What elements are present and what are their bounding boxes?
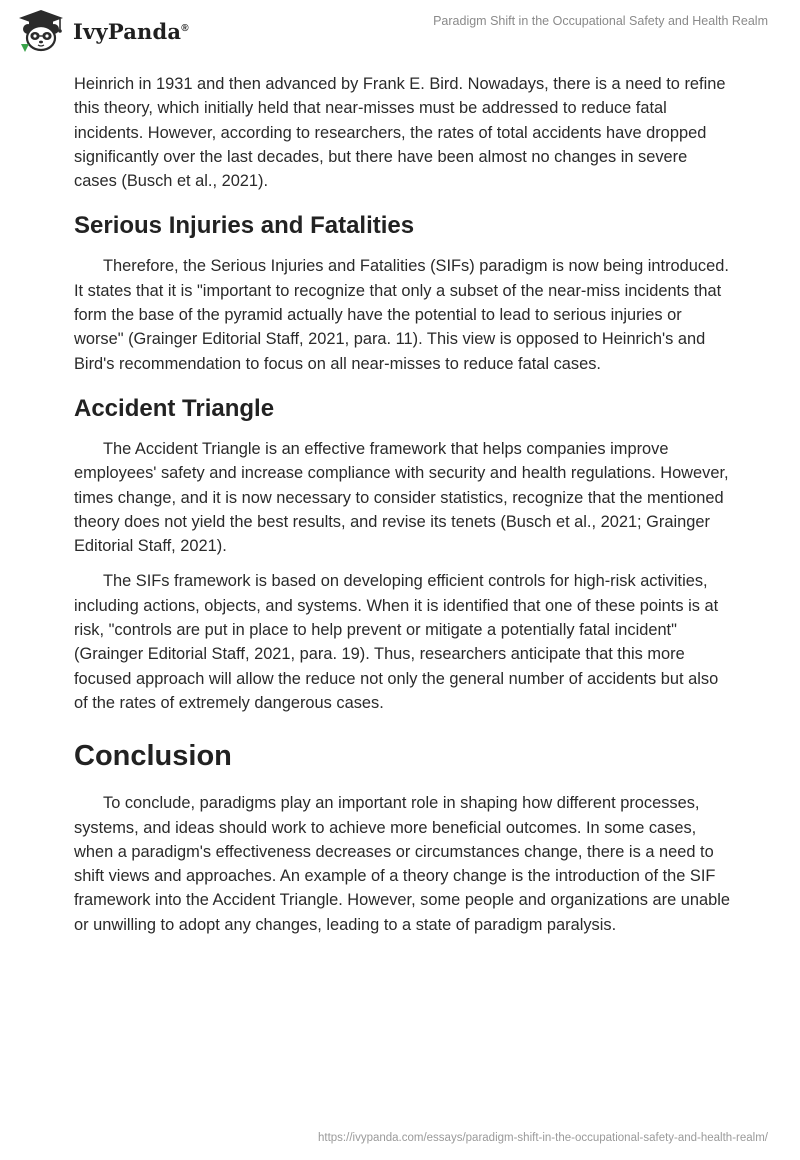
heading-serious-injuries: Serious Injuries and Fatalities [74,212,415,240]
sif-paragraph-1: Therefore, the Serious Injuries and Fatalities (SIFs) paradigm is now being introduced. It states that it is "important to recognize that only a subset of the near-miss incidents that form the base of the pyramid actually have the potential to lead to serious injuries or worse" (Grainger Editorial Staff, 2021, para. 11). This view is opposed to Heinrich's and Bird's recommendation to focus on all near-misses to reduce fatal cases. [74,257,729,373]
triangle-paragraph-1: The Accident Triangle is an effective framework that helps companies improve employees' safety and increase compliance with security and health regulations. However, times change, and it is now necessary to consider statistics, recognize that the mentioned theory does not yield the best results, and revise its tenets (Busch et al., 2021; Grainger Editorial Staff, 2021). [74,439,729,556]
panda-graduate-icon [15,8,67,52]
intro-paragraph: Heinrich in 1931 and then advanced by Frank E. Bird. Nowadays, there is a need to refine this theory, which initially held that near-misses must be addressed to reduce fatal incidents. However, according to researchers, the rates of total accidents have dropped significantly over the last decades, but there have been almost no changes in severe cases (Busch et al., 2021). [74,75,726,191]
page-header [0,0,800,60]
conclusion-paragraph-1: To conclude, paradigms play an important role in shaping how different processes, systems, and ideas should work to achieve more beneficial outcomes. In some cases, when a paradigm's effectiveness decreases or circumstances change, there is a need to shift views and approaches. An example of a theory change is the introduction of the SIF framework into the Accident Triangle. However, some people and organizations are unable or unwilling to adopt any changes, leading to a state of paradigm paralysis. [74,794,731,934]
ivypanda-logo[interactable] [15,8,189,52]
heading-accident-triangle: Accident Triangle [74,394,275,422]
triangle-paragraph-2: The SIFs framework is based on developing efficient controls for high-risk activities, including actions, objects, and systems. When it is identified that one of these points is at risk, "controls are put in place to help prevent or mitigate a potentially fatal incident" (Grainger Editorial Staff, 2021, para. 19). Thus, researchers anticipate that this more focused approach will allow the reduce not only the general number of accidents but also of the rates of extremely dangerous cases. [74,572,719,712]
running-title: Paradigm Shift in the Occupational Safety and Health Realm [433,14,768,28]
essay-content [74,72,734,948]
heading-conclusion: Conclusion [74,740,232,773]
brand-name: IvyPanda® [73,18,189,44]
registered-mark: ® [181,22,189,34]
source-url-link[interactable]: https://ivypanda.com/essays/paradigm-shift-in-the-occupational-safety-and-health-realm/ [318,1132,768,1144]
